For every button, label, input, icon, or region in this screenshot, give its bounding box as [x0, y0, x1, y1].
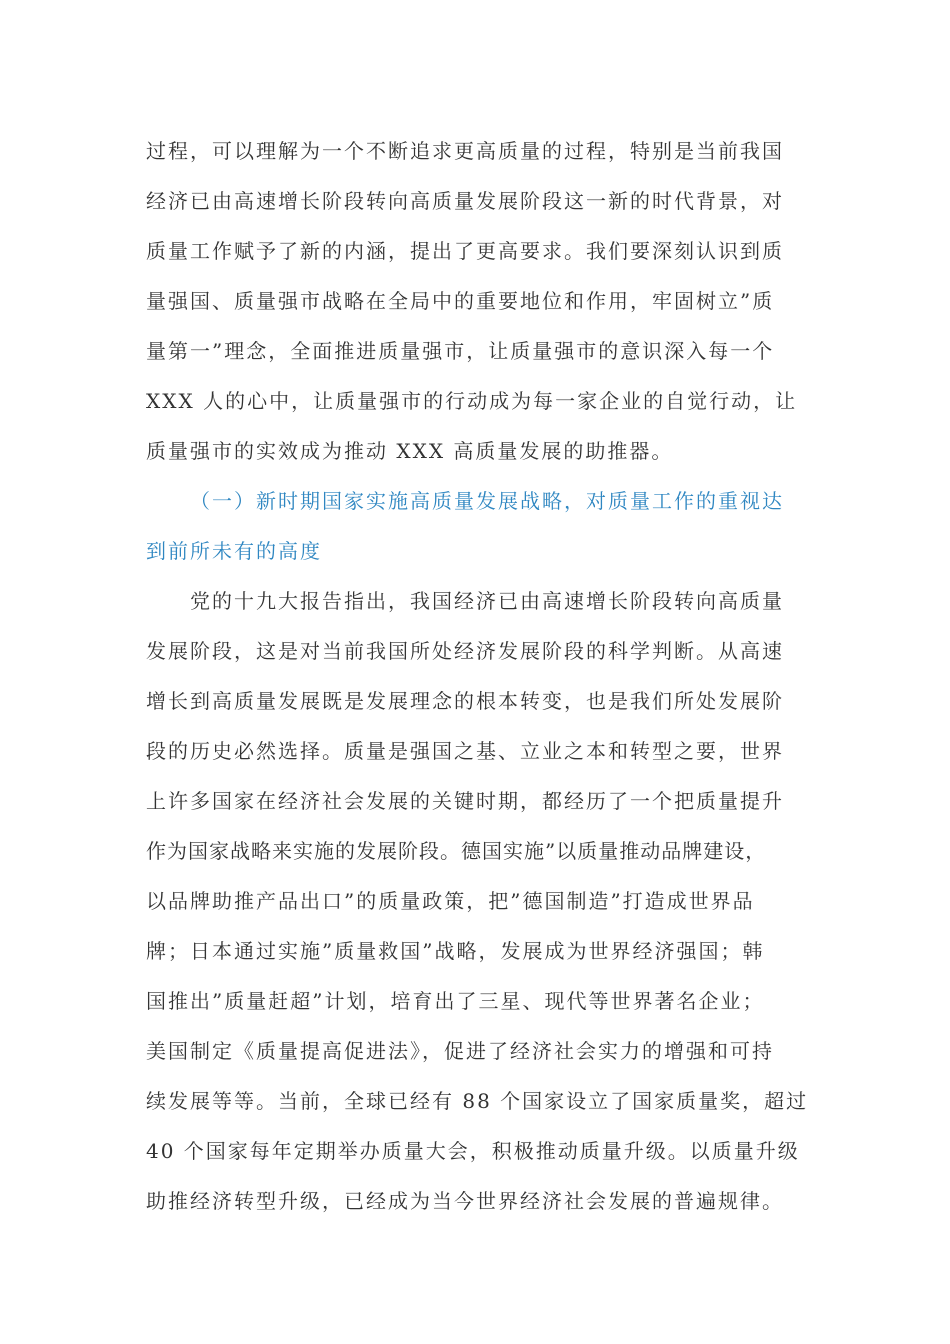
text-line: 质量强市的实效成为推动 XXX 高质量发展的助推器。: [146, 439, 674, 463]
section-heading: [146, 476, 810, 576]
text-line: 段的历史必然选择。质量是强国之基、立业之本和转型之要，世界: [146, 739, 784, 763]
text-line: 作为国家战略来实施的发展阶段。德国实施”以质量推动品牌建设，: [146, 839, 767, 863]
paragraph-1: [146, 126, 810, 476]
text-line: 40 个国家每年定期举办质量大会，积极推动质量升级。以质量升级: [146, 1139, 800, 1163]
text-line: 党的十九大报告指出，我国经济已由高速增长阶段转向高质量: [190, 589, 784, 613]
text-line: 以品牌助推产品出口”的质量政策，把”德国制造”打造成世界品: [146, 889, 755, 913]
text-line: 上许多国家在经济社会发展的关键时期，都经历了一个把质量提升: [146, 789, 784, 813]
heading-line: （一）新时期国家实施高质量发展战略，对质量工作的重视达: [190, 489, 784, 513]
text-line: 经济已由高速增长阶段转向高质量发展阶段这一新的时代背景，对: [146, 189, 784, 213]
text-line: 质量工作赋予了新的内涵，提出了更高要求。我们要深刻认识到质: [146, 239, 784, 263]
text-line: 增长到高质量发展既是发展理念的根本转变，也是我们所处发展阶: [146, 689, 784, 713]
text-line: 过程，可以理解为一个不断追求更高质量的过程，特别是当前我国: [146, 139, 784, 163]
paragraph-2: [146, 576, 810, 1226]
document-body: [146, 126, 810, 1226]
text-line: 量第一”理念，全面推进质量强市，让质量强市的意识深入每一个: [146, 339, 775, 363]
text-line: XXX 人的心中，让质量强市的行动成为每一家企业的自觉行动，让: [146, 389, 798, 413]
text-line: 助推经济转型升级，已经成为当今世界经济社会发展的普遍规律。: [146, 1189, 784, 1213]
text-line: 发展阶段，这是对当前我国所处经济发展阶段的科学判断。从高速: [146, 639, 784, 663]
heading-line: 到前所未有的高度: [146, 539, 322, 563]
text-line: 续发展等等。当前，全球已经有 88 个国家设立了国家质量奖，超过: [146, 1089, 809, 1113]
text-line: 美国制定《质量提高促进法》，促进了经济社会实力的增强和可持: [146, 1039, 774, 1063]
text-line: 牌；日本通过实施”质量救国”战略，发展成为世界经济强国；韩: [146, 939, 765, 963]
text-line: 量强国、质量强市战略在全局中的重要地位和作用，牢固树立”质: [146, 289, 775, 313]
text-line: 国推出”质量赶超”计划，培育出了三星、现代等世界著名企业；: [146, 989, 765, 1013]
